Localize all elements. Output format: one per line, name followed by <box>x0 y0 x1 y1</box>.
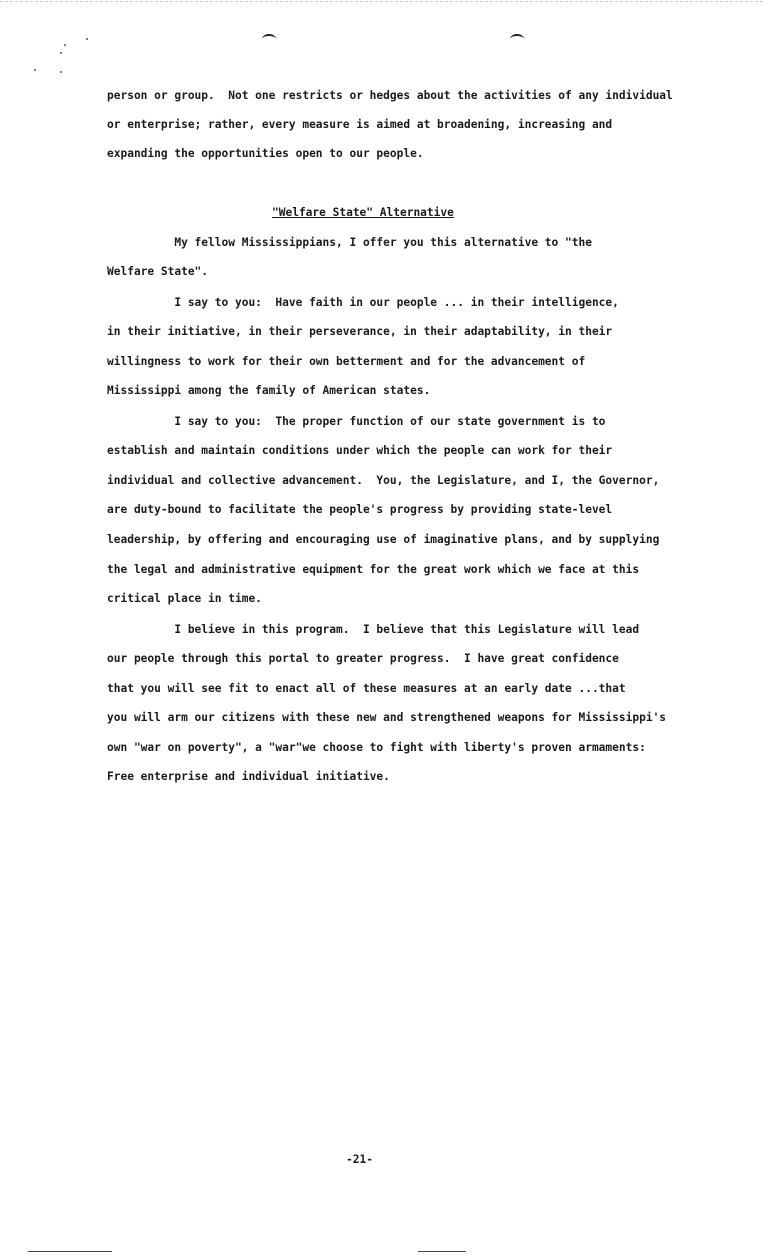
body-text-line: I say to you: Have faith in our people ... in their intelligence, <box>107 296 619 309</box>
body-text-line: are duty-bound to facilitate the people's progress by providing state-level <box>107 503 613 516</box>
scan-speck <box>86 38 88 40</box>
body-text-line: the legal and administrative equipment for the great work which we face at this <box>107 563 640 576</box>
page-number: -21- <box>346 1153 373 1166</box>
body-text-line: I believe in this program. I believe that this Legislature will lead <box>107 623 640 636</box>
body-text-line: critical place in time. <box>107 592 262 605</box>
bottom-scan-line <box>28 1251 112 1252</box>
body-text-line: Free enterprise and individual initiative. <box>107 770 390 783</box>
top-dashed-border <box>0 1 763 2</box>
body-text-line: or enterprise; rather, every measure is aimed at broadening, increasing and <box>107 118 613 131</box>
body-text-line: leadership, by offering and encouraging use of imaginative plans, and by supplying <box>107 533 660 546</box>
scan-speck <box>64 44 66 46</box>
body-text-line: My fellow Mississippians, I offer you this alternative to "the <box>107 236 592 249</box>
body-text-line: willingness to work for their own betterment and for the advancement of <box>107 355 586 368</box>
body-text-line: establish and maintain conditions under which the people can work for their <box>107 444 613 457</box>
binder-hole-mark-left <box>262 34 276 44</box>
body-text-line: own "war on poverty", a "war"we choose to fight with liberty's proven armaments: <box>107 741 646 754</box>
body-text-line: you will arm our citizens with these new and strengthened weapons for Mississippi's <box>107 711 667 724</box>
body-text-line: individual and collective advancement. You, the Legislature, and I, the Governor, <box>107 474 660 487</box>
binder-hole-mark-right <box>510 34 524 44</box>
body-text-line: I say to you: The proper function of our state government is to <box>107 415 606 428</box>
scan-speck <box>60 71 62 73</box>
body-text-line: our people through this portal to greater progress. I have great confidence <box>107 652 619 665</box>
scan-speck <box>34 69 36 71</box>
body-text-line: that you will see fit to enact all of these measures at an early date ...that <box>107 682 626 695</box>
body-text-line: in their initiative, in their perseverance, in their adaptability, in their <box>107 325 613 338</box>
section-heading: "Welfare State" Alternative <box>272 206 454 219</box>
body-text-line: person or group. Not one restricts or hedges about the activities of any individual <box>107 89 673 102</box>
body-text-line: Mississippi among the family of American states. <box>107 384 431 397</box>
scan-speck <box>60 52 62 54</box>
bottom-scan-line <box>418 1251 466 1252</box>
body-text-line: Welfare State". <box>107 265 209 278</box>
body-text-line: expanding the opportunities open to our people. <box>107 147 424 160</box>
